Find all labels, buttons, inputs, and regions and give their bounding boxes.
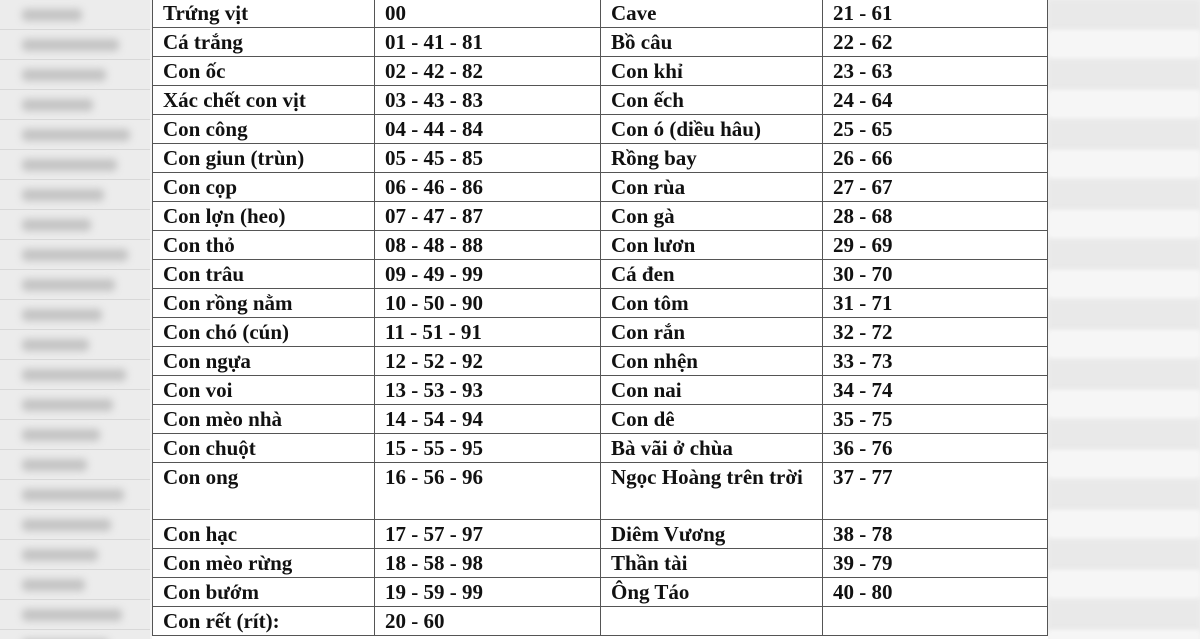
- animal-name-cell: Con lợn (heo): [153, 202, 375, 231]
- number-cell: 00: [375, 0, 601, 28]
- number-cell: 25 - 65: [823, 115, 1048, 144]
- blurred-row: [0, 540, 150, 570]
- animal-name-cell: Con chó (cún): [153, 318, 375, 347]
- number-cell: 03 - 43 - 83: [375, 86, 601, 115]
- blurred-stripe: [1048, 570, 1200, 600]
- animal-name-cell: Diêm Vương: [601, 520, 823, 549]
- blurred-stripe: [1048, 540, 1200, 570]
- blurred-text: [22, 609, 122, 621]
- blurred-right-background: [1048, 0, 1200, 639]
- number-cell: 14 - 54 - 94: [375, 405, 601, 434]
- blurred-text: [22, 549, 98, 561]
- number-cell: 07 - 47 - 87: [375, 202, 601, 231]
- blurred-row: [0, 0, 150, 30]
- animal-name-cell: Con ốc: [153, 57, 375, 86]
- number-cell: 13 - 53 - 93: [375, 376, 601, 405]
- table-row: [153, 549, 1048, 578]
- table-row: [153, 578, 1048, 607]
- animal-name-cell: Con ó (diều hâu): [601, 115, 823, 144]
- number-cell: 21 - 61: [823, 0, 1048, 28]
- animal-name-cell: Thần tài: [601, 549, 823, 578]
- animal-name-cell: Con công: [153, 115, 375, 144]
- animal-name-cell: Con rắn: [601, 318, 823, 347]
- blurred-stripe: [1048, 210, 1200, 240]
- number-cell: 01 - 41 - 81: [375, 28, 601, 57]
- blurred-stripe: [1048, 240, 1200, 270]
- table-row: [153, 0, 1048, 28]
- blurred-text: [22, 369, 126, 381]
- number-cell: 11 - 51 - 91: [375, 318, 601, 347]
- number-cell: 12 - 52 - 92: [375, 347, 601, 376]
- animal-name-cell: Con rồng nằm: [153, 289, 375, 318]
- blurred-row: [0, 240, 150, 270]
- table-row: [153, 144, 1048, 173]
- blurred-stripe: [1048, 90, 1200, 120]
- animal-name-cell: Con chuột: [153, 434, 375, 463]
- animal-name-cell: Con rết (rít):: [153, 607, 375, 636]
- blurred-row: [0, 90, 150, 120]
- blurred-text: [22, 69, 106, 81]
- animal-name-cell: Con mèo rừng: [153, 549, 375, 578]
- blurred-text: [22, 99, 93, 111]
- animal-name-cell: Ông Táo: [601, 578, 823, 607]
- number-cell: 19 - 59 - 99: [375, 578, 601, 607]
- blurred-stripe: [1048, 300, 1200, 330]
- animal-name-cell: Cave: [601, 0, 823, 28]
- blurred-row: [0, 300, 150, 330]
- blurred-row: [0, 150, 150, 180]
- blurred-row: [0, 120, 150, 150]
- number-cell: 23 - 63: [823, 57, 1048, 86]
- blurred-row: [0, 450, 150, 480]
- number-cell: 06 - 46 - 86: [375, 173, 601, 202]
- animal-name-cell: [601, 607, 823, 636]
- number-cell: 36 - 76: [823, 434, 1048, 463]
- animal-name-cell: Con bướm: [153, 578, 375, 607]
- blurred-row: [0, 510, 150, 540]
- animal-name-cell: Con lươn: [601, 231, 823, 260]
- number-cell: 39 - 79: [823, 549, 1048, 578]
- number-cell: 34 - 74: [823, 376, 1048, 405]
- blurred-text: [22, 9, 82, 21]
- blurred-stripe: [1048, 180, 1200, 210]
- animal-name-cell: Xác chết con vịt: [153, 86, 375, 115]
- blurred-stripe: [1048, 0, 1200, 30]
- number-cell: 05 - 45 - 85: [375, 144, 601, 173]
- animal-name-cell: Con ngựa: [153, 347, 375, 376]
- number-cell: 04 - 44 - 84: [375, 115, 601, 144]
- blurred-stripe: [1048, 270, 1200, 300]
- number-cell: 15 - 55 - 95: [375, 434, 601, 463]
- number-cell: 18 - 58 - 98: [375, 549, 601, 578]
- animal-name-cell: Con khỉ: [601, 57, 823, 86]
- number-cell: 40 - 80: [823, 578, 1048, 607]
- animal-name-cell: Con gà: [601, 202, 823, 231]
- blurred-left-background: [0, 0, 150, 639]
- blurred-row: [0, 330, 150, 360]
- table-row: [153, 115, 1048, 144]
- animal-name-cell: Con giun (trùn): [153, 144, 375, 173]
- table-row: [153, 434, 1048, 463]
- blurred-stripe: [1048, 450, 1200, 480]
- animal-number-table: [152, 0, 1048, 636]
- number-cell: 31 - 71: [823, 289, 1048, 318]
- number-cell: 08 - 48 - 88: [375, 231, 601, 260]
- animal-name-cell: Rồng bay: [601, 144, 823, 173]
- blurred-stripe: [1048, 120, 1200, 150]
- table-row: [153, 289, 1048, 318]
- table-row: [153, 463, 1048, 520]
- blurred-stripe: [1048, 60, 1200, 90]
- animal-name-cell: Trứng vịt: [153, 0, 375, 28]
- blurred-row: [0, 570, 150, 600]
- blurred-stripe: [1048, 330, 1200, 360]
- animal-name-cell: Con dê: [601, 405, 823, 434]
- animal-name-cell: Con mèo nhà: [153, 405, 375, 434]
- blurred-text: [22, 309, 102, 321]
- number-cell: 29 - 69: [823, 231, 1048, 260]
- number-cell: 24 - 64: [823, 86, 1048, 115]
- animal-name-cell: Con nhện: [601, 347, 823, 376]
- blurred-text: [22, 399, 113, 411]
- number-cell: 22 - 62: [823, 28, 1048, 57]
- blurred-text: [22, 339, 89, 351]
- number-cell: 38 - 78: [823, 520, 1048, 549]
- table-row: [153, 173, 1048, 202]
- table-row: [153, 231, 1048, 260]
- number-cell: 32 - 72: [823, 318, 1048, 347]
- blurred-text: [22, 279, 115, 291]
- animal-name-cell: Cá trắng: [153, 28, 375, 57]
- animal-name-cell: Con ếch: [601, 86, 823, 115]
- animal-name-cell: Cá đen: [601, 260, 823, 289]
- blurred-text: [22, 459, 87, 471]
- lottery-number-table-container: [152, 0, 1048, 639]
- blurred-stripe: [1048, 150, 1200, 180]
- blurred-row: [0, 270, 150, 300]
- blurred-text: [22, 489, 124, 501]
- animal-name-cell: Con voi: [153, 376, 375, 405]
- number-cell: 20 - 60: [375, 607, 601, 636]
- blurred-row: [0, 60, 150, 90]
- blurred-text: [22, 579, 85, 591]
- number-cell: 30 - 70: [823, 260, 1048, 289]
- blurred-stripe: [1048, 390, 1200, 420]
- number-cell: 16 - 56 - 96: [375, 463, 601, 520]
- number-cell: 17 - 57 - 97: [375, 520, 601, 549]
- number-cell: 37 - 77: [823, 463, 1048, 520]
- blurred-row: [0, 630, 150, 639]
- animal-name-cell: Con cọp: [153, 173, 375, 202]
- animal-name-cell: Con hạc: [153, 520, 375, 549]
- blurred-text: [22, 429, 100, 441]
- blurred-row: [0, 360, 150, 390]
- blurred-stripe: [1048, 420, 1200, 450]
- number-cell: 28 - 68: [823, 202, 1048, 231]
- table-row: [153, 520, 1048, 549]
- number-cell: 35 - 75: [823, 405, 1048, 434]
- blurred-row: [0, 480, 150, 510]
- animal-name-cell: Bồ câu: [601, 28, 823, 57]
- blurred-row: [0, 210, 150, 240]
- blurred-text: [22, 249, 128, 261]
- animal-name-cell: Ngọc Hoàng trên trời: [601, 463, 823, 520]
- blurred-row: [0, 420, 150, 450]
- blurred-stripe: [1048, 480, 1200, 510]
- table-row: [153, 202, 1048, 231]
- animal-name-cell: Con tôm: [601, 289, 823, 318]
- blurred-row: [0, 600, 150, 630]
- animal-name-cell: Con rùa: [601, 173, 823, 202]
- blurred-text: [22, 129, 130, 141]
- table-row: [153, 318, 1048, 347]
- blurred-row: [0, 180, 150, 210]
- number-cell: 10 - 50 - 90: [375, 289, 601, 318]
- number-cell: 09 - 49 - 99: [375, 260, 601, 289]
- animal-name-cell: Con nai: [601, 376, 823, 405]
- table-row: [153, 86, 1048, 115]
- blurred-stripe: [1048, 30, 1200, 60]
- blurred-text: [22, 219, 91, 231]
- blurred-stripe: [1048, 360, 1200, 390]
- number-cell: 02 - 42 - 82: [375, 57, 601, 86]
- table-row: [153, 376, 1048, 405]
- blurred-text: [22, 39, 119, 51]
- blurred-row: [0, 30, 150, 60]
- table-row: [153, 347, 1048, 376]
- table-row: [153, 607, 1048, 636]
- number-cell: 26 - 66: [823, 144, 1048, 173]
- animal-name-cell: Bà vãi ở chùa: [601, 434, 823, 463]
- number-cell: [823, 607, 1048, 636]
- number-cell: 33 - 73: [823, 347, 1048, 376]
- animal-name-cell: Con trâu: [153, 260, 375, 289]
- blurred-text: [22, 519, 111, 531]
- table-row: [153, 260, 1048, 289]
- table-row: [153, 28, 1048, 57]
- table-row: [153, 405, 1048, 434]
- blurred-stripe: [1048, 600, 1200, 630]
- animal-name-cell: Con ong: [153, 463, 375, 520]
- blurred-text: [22, 159, 117, 171]
- blurred-text: [22, 189, 104, 201]
- number-cell: 27 - 67: [823, 173, 1048, 202]
- animal-name-cell: Con thỏ: [153, 231, 375, 260]
- table-row: [153, 57, 1048, 86]
- blurred-stripe: [1048, 510, 1200, 540]
- blurred-row: [0, 390, 150, 420]
- blurred-stripe: [1048, 630, 1200, 639]
